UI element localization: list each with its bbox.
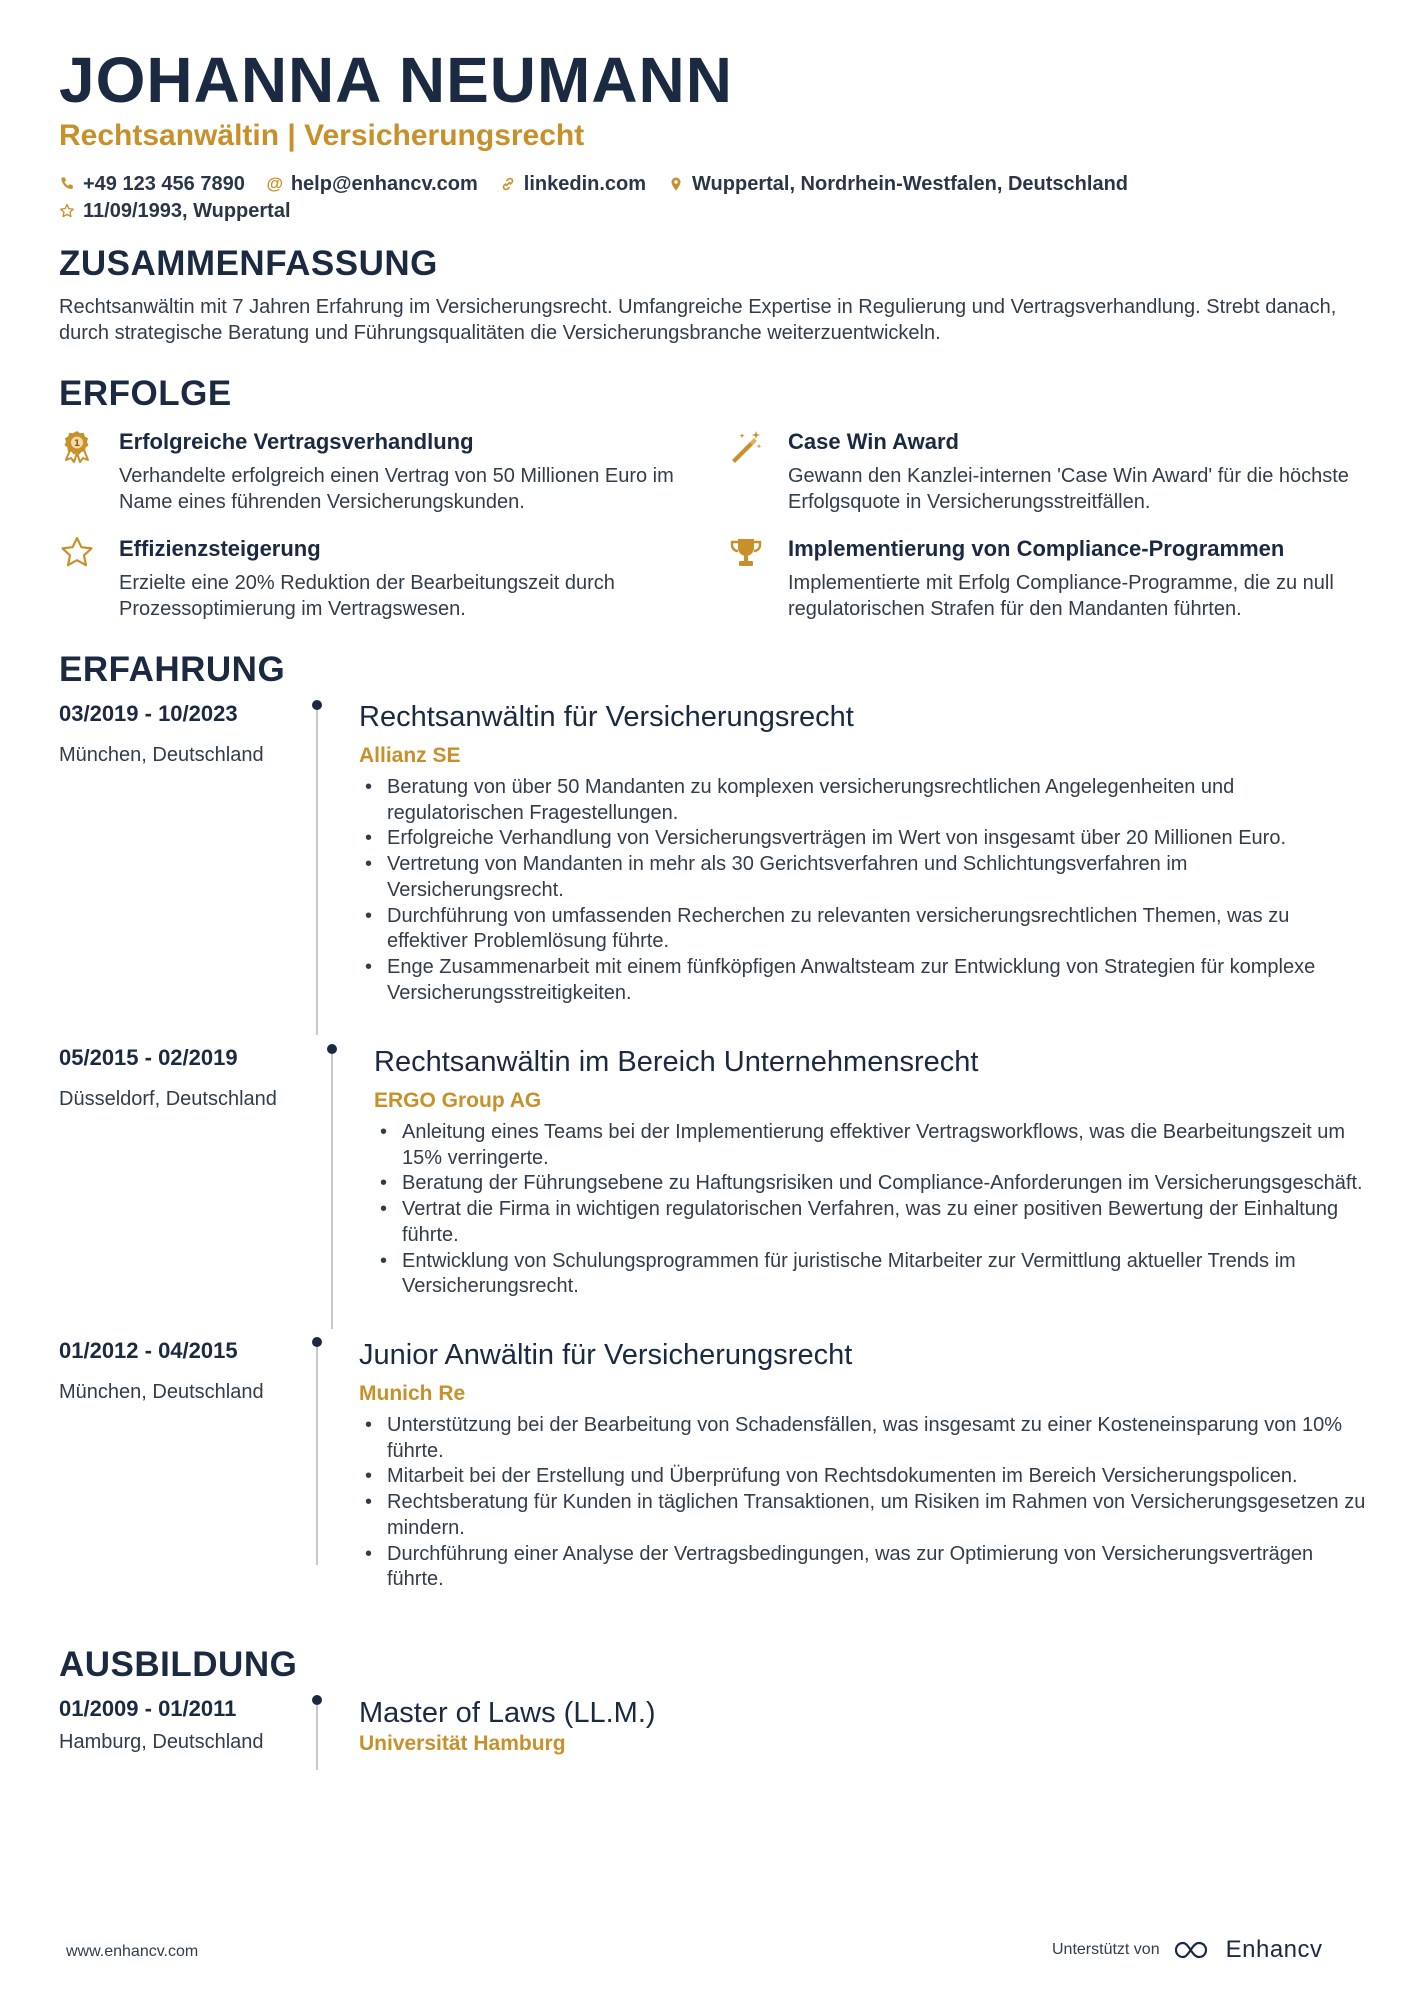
job-bullets [374, 1120, 1369, 1300]
location-pin-icon [668, 175, 684, 193]
timeline-dot [312, 1337, 322, 1347]
footer-powered-by [1052, 1936, 1323, 1964]
award-ribbon-icon [59, 428, 99, 468]
achievement-desc: Gewann den Kanzlei-internen 'Case Win Award' für die höchste Erfolgsquote in Versicherungsstreitfällen. [788, 465, 1349, 513]
achievements-heading: ERFOLGE [59, 374, 232, 413]
powered-by-text: Unterstützt von [1052, 1941, 1160, 1958]
contact-linkedin[interactable] [500, 171, 646, 197]
enhancv-brand: Enhancv [1225, 1936, 1323, 1963]
timeline-line [331, 1049, 333, 1329]
list-item: • Beratung der Führungsebene zu Haftungsrisiken und Compliance-Anforderungen im Versicherungsgeschäft. [374, 1171, 1369, 1197]
job-title: Rechtsanwältin im Bereich Unternehmensrecht [374, 1046, 979, 1078]
birth-text: 11/09/1993, Wuppertal [83, 199, 291, 222]
list-item: • Anleitung eines Teams bei der Implementierung effektiver Vertragsworkflows, was die Bearbeitungszeit um 15% verringerte. [374, 1120, 1369, 1171]
achievement-desc: Implementierte mit Erfolg Compliance-Programme, die zu null regulatorischen Strafen für den Mandanten führten. [788, 572, 1334, 620]
list-item: • Entwicklung von Schulungsprogrammen für juristische Mitarbeiter zur Vermittlung aktueller Trends im Versicherungsrecht. [374, 1249, 1369, 1300]
linkedin-text: linkedin.com [523, 172, 647, 195]
edu-dates: 01/2009 - 01/2011 [59, 1696, 237, 1721]
job-location: München, Deutschland [59, 744, 264, 766]
achievement-desc: Erzielte eine 20% Reduktion der Bearbeitungszeit durch Prozessoptimierung im Vertragswesen. [119, 572, 615, 620]
job-location: Düsseldorf, Deutschland [59, 1088, 277, 1110]
job-company: ERGO Group AG [374, 1089, 542, 1112]
timeline-line [316, 1700, 318, 1770]
at-icon: @ [266, 173, 284, 193]
achievement-title: Erfolgreiche Vertragsverhandlung [119, 429, 474, 454]
summary-text: Rechtsanwältin mit 7 Jahren Erfahrung im Versicherungsrecht. Umfangreiche Expertise in Regulierung und Vertragsverhandlung. Strebt danach, durch strategische Beratung und Führungsqualitäten die Versicherungsbranche weiterzuentwickeln. [59, 296, 1337, 344]
edu-school: Universität Hamburg [359, 1732, 566, 1755]
job-dates: 03/2019 - 10/2023 [59, 701, 238, 726]
job-bullets [359, 1413, 1369, 1593]
timeline-dot [312, 1695, 322, 1705]
contact-birth [59, 198, 291, 224]
timeline-line [316, 1342, 318, 1565]
job-dates: 01/2012 - 04/2015 [59, 1338, 238, 1363]
job-title: Junior Anwältin für Versicherungsrecht [359, 1339, 853, 1371]
candidate-role: Rechtsanwältin | Versicherungsrecht [59, 119, 585, 152]
achievement-title: Effizienzsteigerung [119, 536, 321, 561]
star-icon [59, 535, 99, 575]
timeline-line [316, 705, 318, 1035]
achievement-title: Implementierung von Compliance-Programmen [788, 536, 1285, 561]
timeline-dot [327, 1044, 337, 1054]
email-text: help@enhancv.com [290, 172, 478, 195]
star-outline-icon [59, 202, 75, 220]
list-item: • Vertretung von Mandanten in mehr als 30 Gerichtsverfahren und Schlichtungsverfahren im Versicherungsrecht. [359, 852, 1369, 903]
timeline-dot [312, 700, 322, 710]
contact-info [59, 170, 1150, 224]
list-item: • Enge Zusammenarbeit mit einem fünfköpfigen Anwaltsteam zur Entwicklung von Strategien für komplexe Versicherungsstreitigkeiten. [359, 955, 1369, 1006]
achievement-title: Case Win Award [788, 429, 959, 454]
edu-location: Hamburg, Deutschland [59, 1731, 264, 1753]
job-company: Munich Re [359, 1382, 466, 1405]
education-heading: AUSBILDUNG [59, 1645, 298, 1684]
list-item: • Rechtsberatung für Kunden in täglichen Transaktionen, um Risiken im Rahmen von Versicherungsgesetzen zu mindern. [359, 1490, 1369, 1541]
footer-website[interactable]: www.enhancv.com [66, 1943, 199, 1960]
list-item: • Erfolgreiche Verhandlung von Versicherungsverträgen im Wert von insgesamt über 20 Millionen Euro. [359, 826, 1369, 852]
job-bullets [359, 775, 1369, 1006]
magic-wand-icon [728, 428, 768, 468]
experience-heading: ERFAHRUNG [59, 650, 286, 689]
phone-icon [59, 175, 75, 193]
candidate-name: JOHANNA NEUMANN [59, 44, 733, 116]
achievement-desc: Verhandelte erfolgreich einen Vertrag von 50 Millionen Euro im Name eines führenden Versicherungskunden. [119, 465, 674, 513]
job-location: München, Deutschland [59, 1381, 264, 1403]
list-item: • Vertrat die Firma in wichtigen regulatorischen Verfahren, was zu einer positiven Bewertung der Einhaltung führte. [374, 1197, 1369, 1248]
trophy-icon [728, 535, 768, 575]
link-icon [500, 175, 516, 193]
phone-text: +49 123 456 7890 [83, 172, 245, 195]
svg-text:1: 1 [73, 439, 81, 449]
list-item: • Beratung von über 50 Mandanten zu komplexen versicherungsrechtlichen Angelegenheiten und regulatorischen Fragestellungen. [359, 775, 1369, 826]
list-item: • Unterstützung bei der Bearbeitung von Schadensfällen, was insgesamt zu einer Kosteneinsparung von 10% führte. [359, 1413, 1369, 1464]
list-item: • Mitarbeit bei der Erstellung und Überprüfung von Rechtsdokumenten im Bereich Versicherungspolicen. [359, 1464, 1369, 1490]
location-text: Wuppertal, Nordrhein-Westfalen, Deutschland [692, 172, 1129, 195]
contact-location [668, 171, 1128, 197]
summary-heading: ZUSAMMENFASSUNG [59, 244, 438, 283]
enhancv-logo-icon [1172, 1938, 1220, 1962]
list-item: • Durchführung einer Analyse der Vertragsbedingungen, was zur Optimierung von Versicherungsverträgen führte. [359, 1542, 1369, 1593]
contact-email[interactable] [267, 171, 478, 197]
list-item: • Durchführung von umfassenden Recherchen zu relevanten versicherungsrechtlichen Themen, was zu effektiver Problemlösung führte. [359, 904, 1369, 955]
contact-phone[interactable] [59, 171, 245, 197]
job-dates: 05/2015 - 02/2019 [59, 1045, 238, 1070]
job-company: Allianz SE [359, 744, 461, 767]
job-title: Rechtsanwältin für Versicherungsrecht [359, 701, 854, 733]
edu-degree: Master of Laws (LL.M.) [359, 1697, 656, 1729]
